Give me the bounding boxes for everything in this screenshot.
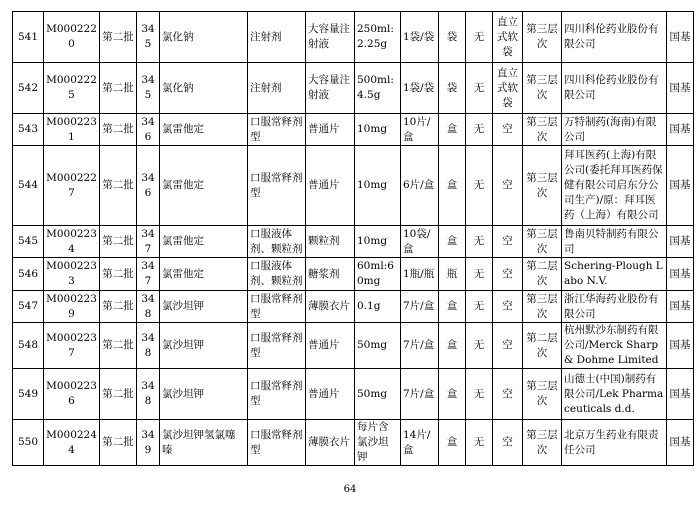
flag-b-cell: 空 [493,258,523,291]
page-number: 64 [343,484,357,495]
flag-a-cell: 无 [466,226,493,258]
table-row [13,12,694,63]
batch-cell: 第二批 [100,258,137,291]
row-number-cell: 545 [13,226,44,258]
row-number-cell: 543 [13,114,44,146]
level-cell: 第三层次 [523,420,562,466]
drug-code-cell: M0002244 [44,420,100,466]
package-spec-cell: 10片/盒 [401,114,439,146]
sequence-number-cell: 345 [137,63,160,114]
table-row [13,146,694,226]
batch-cell: 第二批 [100,146,137,226]
drug-name-cell: 氯化钠 [160,63,248,114]
sequence-number-cell: 346 [137,114,160,146]
note-cell: 国基 [667,258,694,291]
sequence-number-cell: 348 [137,323,160,369]
unit-cell: 瓶 [439,258,466,291]
drug-code-cell: M0002234 [44,226,100,258]
company-cell: Schering-Plough Labo N.V. [562,258,667,291]
strength-cell: 10mg [355,146,401,226]
flag-b-cell: 空 [493,369,523,420]
level-cell: 第三层次 [523,226,562,258]
drug-code-cell: M0002239 [44,291,100,323]
table-row [13,369,694,420]
formulation-cell: 普通片 [306,114,355,146]
flag-b-cell: 空 [493,114,523,146]
flag-b-cell: 直立式软袋 [493,63,523,114]
row-number-cell: 550 [13,420,44,466]
note-cell: 国基 [667,146,694,226]
level-cell: 第三层次 [523,291,562,323]
flag-a-cell: 无 [466,369,493,420]
drug-code-cell: M0002225 [44,63,100,114]
dosage-form-cell: 口服常释剂型 [248,323,306,369]
note-cell: 国基 [667,323,694,369]
drug-name-cell: 氯雷他定 [160,226,248,258]
unit-cell: 盒 [439,323,466,369]
strength-cell: 250ml:2.25g [355,12,401,63]
table-row [13,420,694,466]
level-cell: 第三层次 [523,146,562,226]
package-spec-cell: 7片/盒 [401,369,439,420]
company-cell: 山德士(中国)制药有限公司/Lek Pharmaceuticals d.d. [562,369,667,420]
flag-b-cell: 空 [493,420,523,466]
drug-code-cell: M0002227 [44,146,100,226]
table-row [13,291,694,323]
drug-list-table [12,11,694,466]
company-cell: 北京万生药业有限责任公司 [562,420,667,466]
package-spec-cell: 14片/盒 [401,420,439,466]
table-row [13,258,694,291]
sequence-number-cell: 349 [137,420,160,466]
drug-name-cell: 氯沙坦钾氢氯噻嗪 [160,420,248,466]
package-spec-cell: 10袋/盒 [401,226,439,258]
drug-name-cell: 氯化钠 [160,12,248,63]
formulation-cell: 薄膜衣片 [306,420,355,466]
strength-cell: 0.1g [355,291,401,323]
unit-cell: 盒 [439,146,466,226]
flag-a-cell: 无 [466,146,493,226]
drug-name-cell: 氯沙坦钾 [160,369,248,420]
company-cell: 鲁南贝特制药有限公司 [562,226,667,258]
company-cell: 万特制药(海南)有限公司 [562,114,667,146]
package-spec-cell: 1瓶/瓶 [401,258,439,291]
unit-cell: 袋 [439,63,466,114]
package-spec-cell: 1袋/袋 [401,63,439,114]
formulation-cell: 大容量注射液 [306,12,355,63]
row-number-cell: 547 [13,291,44,323]
dosage-form-cell: 注射剂 [248,63,306,114]
drug-name-cell: 氯雷他定 [160,146,248,226]
note-cell: 国基 [667,420,694,466]
strength-cell: 50mg [355,369,401,420]
flag-a-cell: 无 [466,12,493,63]
sequence-number-cell: 346 [137,146,160,226]
batch-cell: 第二批 [100,63,137,114]
dosage-form-cell: 口服常释剂型 [248,146,306,226]
batch-cell: 第二批 [100,420,137,466]
dosage-form-cell: 口服常释剂型 [248,291,306,323]
flag-a-cell: 无 [466,114,493,146]
unit-cell: 盒 [439,226,466,258]
strength-cell: 50mg [355,323,401,369]
flag-a-cell: 无 [466,258,493,291]
drug-name-cell: 氯雷他定 [160,258,248,291]
formulation-cell: 糖浆剂 [306,258,355,291]
table-row [13,114,694,146]
flag-b-cell: 空 [493,226,523,258]
company-cell: 四川科伦药业股份有限公司 [562,12,667,63]
flag-a-cell: 无 [466,323,493,369]
row-number-cell: 544 [13,146,44,226]
row-number-cell: 542 [13,63,44,114]
strength-cell: 60ml:60mg [355,258,401,291]
package-spec-cell: 7片/盒 [401,291,439,323]
formulation-cell: 普通片 [306,369,355,420]
unit-cell: 盒 [439,369,466,420]
dosage-form-cell: 口服常释剂型 [248,369,306,420]
level-cell: 第三层次 [523,63,562,114]
package-spec-cell: 7片/盒 [401,323,439,369]
unit-cell: 盒 [439,291,466,323]
drug-name-cell: 氯雷他定 [160,114,248,146]
batch-cell: 第二批 [100,369,137,420]
sequence-number-cell: 348 [137,369,160,420]
dosage-form-cell: 注射剂 [248,12,306,63]
table-row [13,226,694,258]
strength-cell: 每片含氯沙坦钾 [355,420,401,466]
sequence-number-cell: 347 [137,226,160,258]
unit-cell: 盒 [439,420,466,466]
company-cell: 拜耳医药(上海)有限公司(委托拜耳医药保健有限公司启东分公司生产)/原：拜耳医药（上海）有限公司 [562,146,667,226]
level-cell: 第二层次 [523,323,562,369]
note-cell: 国基 [667,12,694,63]
level-cell: 第二层次 [523,258,562,291]
formulation-cell: 普通片 [306,323,355,369]
company-cell: 杭州默沙东制药有限公司/Merck Sharp & Dohme Limited [562,323,667,369]
strength-cell: 10mg [355,226,401,258]
batch-cell: 第二批 [100,226,137,258]
formulation-cell: 大容量注射液 [306,63,355,114]
dosage-form-cell: 口服常释剂型 [248,114,306,146]
level-cell: 第三层次 [523,369,562,420]
drug-code-cell: M0002237 [44,323,100,369]
note-cell: 国基 [667,291,694,323]
batch-cell: 第二批 [100,323,137,369]
strength-cell: 10mg [355,114,401,146]
table-row [13,323,694,369]
strength-cell: 500ml:4.5g [355,63,401,114]
formulation-cell: 普通片 [306,146,355,226]
table-row [13,63,694,114]
flag-b-cell: 直立式软袋 [493,12,523,63]
note-cell: 国基 [667,114,694,146]
company-cell: 四川科伦药业股份有限公司 [562,63,667,114]
row-number-cell: 549 [13,369,44,420]
dosage-form-cell: 口服常释剂型 [248,420,306,466]
sequence-number-cell: 347 [137,258,160,291]
formulation-cell: 颗粒剂 [306,226,355,258]
note-cell: 国基 [667,369,694,420]
drug-code-cell: M0002233 [44,258,100,291]
drug-code-cell: M0002231 [44,114,100,146]
dosage-form-cell: 口服液体剂、颗粒剂 [248,226,306,258]
company-cell: 浙江华海药业股份有限公司 [562,291,667,323]
formulation-cell: 薄膜衣片 [306,291,355,323]
flag-a-cell: 无 [466,63,493,114]
note-cell: 国基 [667,63,694,114]
row-number-cell: 546 [13,258,44,291]
flag-b-cell: 空 [493,291,523,323]
level-cell: 第三层次 [523,114,562,146]
sequence-number-cell: 345 [137,12,160,63]
flag-b-cell: 空 [493,323,523,369]
drug-name-cell: 氯沙坦钾 [160,323,248,369]
level-cell: 第三层次 [523,12,562,63]
drug-name-cell: 氯沙坦钾 [160,291,248,323]
unit-cell: 袋 [439,12,466,63]
unit-cell: 盒 [439,114,466,146]
flag-a-cell: 无 [466,420,493,466]
batch-cell: 第二批 [100,114,137,146]
row-number-cell: 541 [13,12,44,63]
flag-b-cell: 空 [493,146,523,226]
dosage-form-cell: 口服液体剂、颗粒剂 [248,258,306,291]
package-spec-cell: 1袋/袋 [401,12,439,63]
note-cell: 国基 [667,226,694,258]
batch-cell: 第二批 [100,12,137,63]
sequence-number-cell: 348 [137,291,160,323]
flag-a-cell: 无 [466,291,493,323]
package-spec-cell: 6片/盒 [401,146,439,226]
drug-code-cell: M0002236 [44,369,100,420]
row-number-cell: 548 [13,323,44,369]
drug-code-cell: M0002220 [44,12,100,63]
batch-cell: 第二批 [100,291,137,323]
